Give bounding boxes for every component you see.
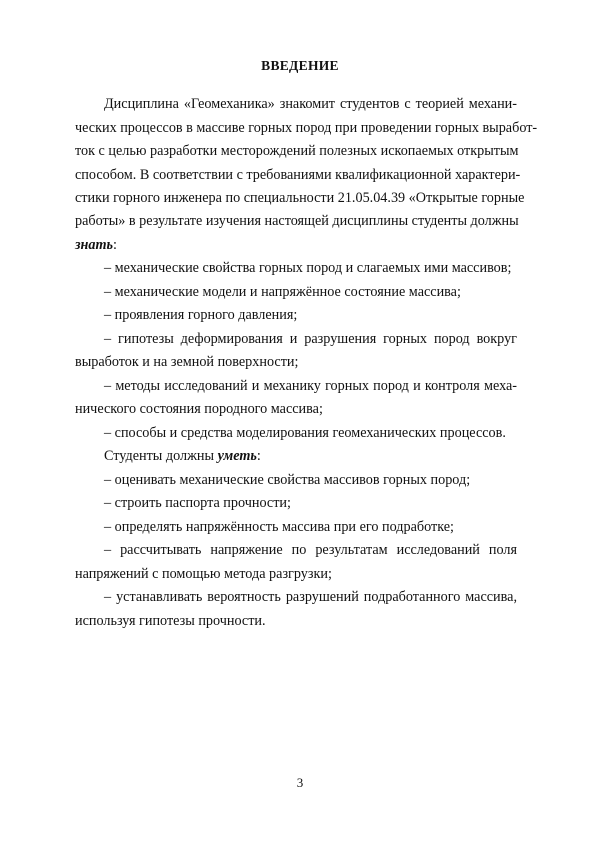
know-colon: : [113,237,117,253]
page-title: ВВЕДЕНИЕ [261,58,339,73]
paragraph-line: Дисциплина «Геомеханика» знакомит студентов с теорией механи- [104,96,517,112]
paragraph-line: способом. В соответствии с требованиями квалификационной характери- [75,167,521,183]
page-number: 3 [296,775,304,790]
skills-colon: : [256,448,261,464]
list-item-continuation: напряжений с помощью метода разгрузки; [75,566,332,582]
list-item: – устанавливать вероятность разрушений подработанного массива, [104,589,517,605]
list-item: – механические свойства горных пород и слагаемых ими массивов; [104,260,512,276]
list-item: – определять напряжённость массива при его подработке; [104,519,454,535]
know-label: знать [75,237,114,253]
paragraph-line: ческих процессов в массиве горных пород при проведении горных выработ- [75,120,538,136]
list-item: – проявления горного давления; [104,307,298,323]
skills-intro [104,448,261,465]
paragraph-line: стики горного инженера по специальности 21.05.04.39 «Открытые горные [75,190,525,206]
list-item-continuation: выработок и на земной поверхности; [75,354,299,370]
skills-intro-text: Студенты должны [104,448,218,464]
list-item: – строить паспорта прочности; [104,495,291,511]
list-item: – механические модели и напряжённое состояние массива; [104,284,461,300]
list-item-continuation: нического состояния породного массива; [75,401,323,417]
list-item: – гипотезы деформирования и разрушения горных пород вокруг [104,331,517,347]
list-item: – оценивать механические свойства массивов горных пород; [104,472,471,488]
list-item: – рассчитывать напряжение по результатам исследований поля [104,542,517,558]
paragraph-line: работы» в результате изучения настоящей дисциплины студенты должны [75,213,519,229]
paragraph-line: ток с целью разработки месторождений полезных ископаемых открытым [75,143,519,159]
know-line [75,237,117,254]
list-item-continuation: используя гипотезы прочности. [75,613,266,629]
list-item: – методы исследований и механику горных пород и контроля меха- [104,378,517,394]
skills-label: уметь [217,448,257,464]
list-item: – способы и средства моделирования геомеханических процессов. [104,425,506,441]
